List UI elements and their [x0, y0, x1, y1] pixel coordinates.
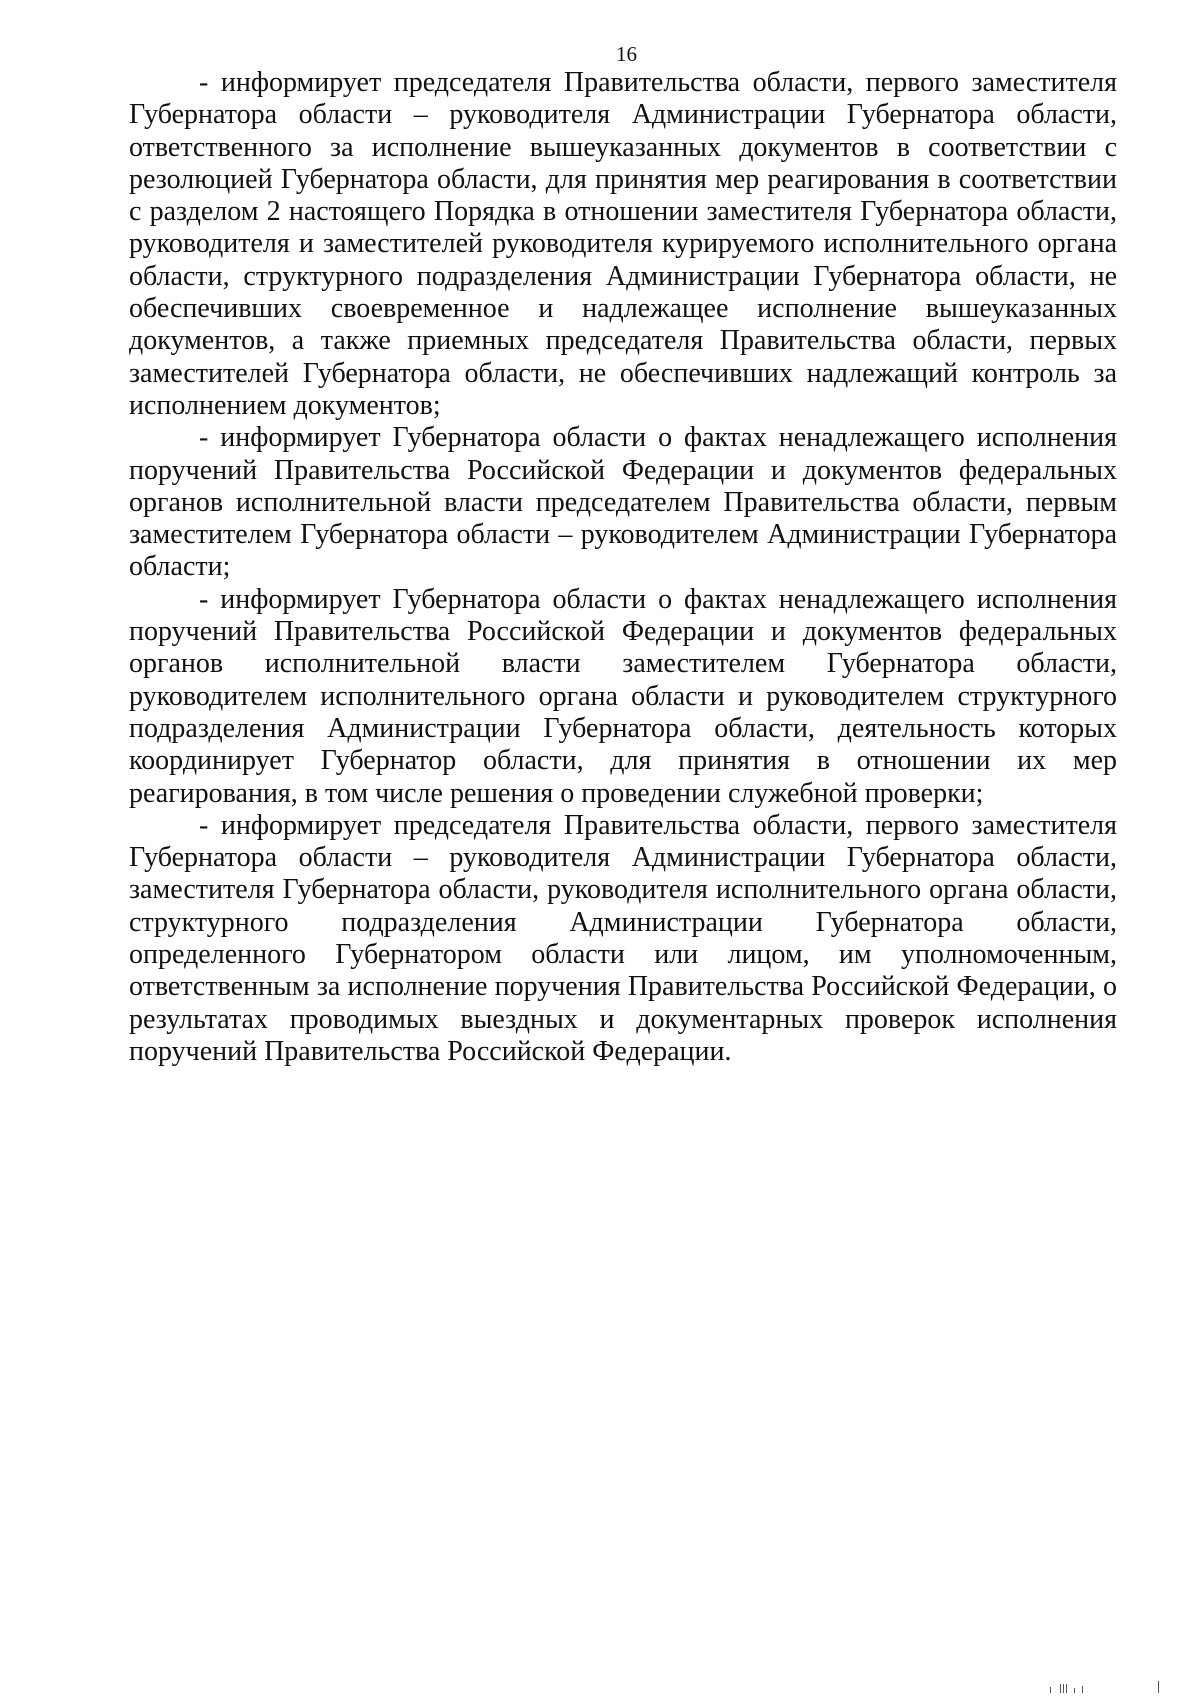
- paragraph-inform-governor-first: - информирует Губернатора области о фактах ненадлежащего исполнения поручений Правительства Российской Федерации и документов федеральных органов исполнительной власти председателем Правительства области, первым заместителем Губернатора области – руководителем Администрации Губернатора области;: [129, 422, 1117, 583]
- scan-artifact: [1038, 1679, 1178, 1693]
- paragraph-inform-governor-second: - информирует Губернатора области о фактах ненадлежащего исполнения поручений Правительства Российской Федерации и документов федеральных органов исполнительной власти заместителем Губернатора области, руководителем исполнительного органа области и руководителем структурного подразделения Администрации Губернатора области, деятельность которых координирует Губернатор области, для принятия в отношении их мер реагирования, в том числе решения о проведении служебной проверки;: [129, 583, 1117, 809]
- paragraph-inform-inspection-results: - информирует председателя Правительства области, первого заместителя Губернатора области – руководителя Администрации Губернатора области, заместителя Губернатора области, руководителя исполнительного органа области, структурного подразделения Администрации Губернатора области, определенного Губернатором области или лицом, им уполномоченным, ответственным за исполнение поручения Правительства Российской Федерации, о результатах проводимых выездных и документарных проверок исполнения поручений Правительства Российской Федерации.: [129, 809, 1117, 1067]
- document-body: [129, 67, 1117, 1068]
- paragraph-inform-chairman: - информирует председателя Правительства области, первого заместителя Губернатора области – руководителя Администрации Губернатора области, ответственного за исполнение вышеуказанных документов в соответствии с резолюцией Губернатора области, для принятия мер реагирования в соответствии с разделом 2 настоящего Порядка в отношении заместителя Губернатора области, руководителя и заместителей руководителя курируемого исполнительного органа области, структурного подразделения Администрации Губернатора области, не обеспечивших своевременное и надлежащее исполнение вышеуказанных документов, а также приемных председателя Правительства области, первых заместителей Губернатора области, не обеспечивших надлежащий контроль за исполнением документов;: [129, 67, 1117, 421]
- page-number: 16: [616, 42, 637, 66]
